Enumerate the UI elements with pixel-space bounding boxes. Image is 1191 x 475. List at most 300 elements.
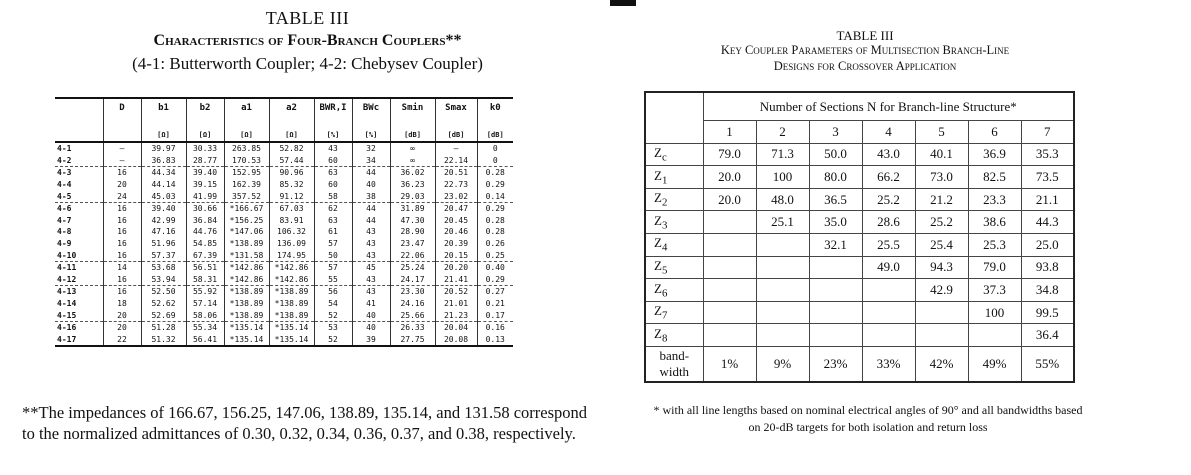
table-cell: 43 <box>352 274 390 286</box>
table-cell <box>809 256 862 279</box>
table-cell: 20.04 <box>435 321 477 333</box>
section-number: 7 <box>1021 121 1074 144</box>
table-cell: *138.89 <box>224 238 269 250</box>
table-cell: *166.67 <box>224 202 269 214</box>
column-unit <box>103 129 141 142</box>
impedance-subscript: 4 <box>661 242 668 255</box>
table-cell: 41 <box>352 298 390 310</box>
table-cell: 136.09 <box>269 238 314 250</box>
table-cell: 0.17 <box>477 309 513 321</box>
column-header: b2 <box>186 98 224 129</box>
table-cell: 0.28 <box>477 226 513 238</box>
impedance-label <box>645 324 703 347</box>
impedance-symbol: Z <box>654 258 662 274</box>
table-cell: 58.31 <box>186 274 224 286</box>
table-cell: 93.8 <box>1021 256 1074 279</box>
table-cell: 56.41 <box>186 334 224 347</box>
table-cell: 67.03 <box>269 202 314 214</box>
table-cell: 48.0 <box>756 188 809 211</box>
bandwidth-cell: 55% <box>1021 346 1074 382</box>
design-id-cell: 4-4 <box>57 180 72 190</box>
column-header: k0 <box>477 98 513 129</box>
table-row <box>55 202 513 214</box>
table-cell: 0.27 <box>477 286 513 298</box>
table-cell <box>809 324 862 347</box>
impedance-symbol: Z <box>654 190 662 206</box>
table-cell: 43 <box>352 238 390 250</box>
impedance-subscript: 3 <box>661 219 668 232</box>
table-cell: 57 <box>314 261 352 273</box>
impedance-symbol: Z <box>654 235 662 251</box>
table-cell: 25.0 <box>1021 233 1074 256</box>
table-cell: *142.86 <box>269 274 314 286</box>
table-cell: 36.83 <box>141 155 186 167</box>
table-cell: 20.46 <box>435 226 477 238</box>
table-cell: *135.14 <box>224 334 269 347</box>
table-cell: 62 <box>314 202 352 214</box>
design-id-cell: 4-16 <box>57 323 77 333</box>
table-cell: *138.89 <box>269 309 314 321</box>
table-cell <box>968 324 1021 347</box>
table-row <box>55 215 513 227</box>
column-header <box>55 98 103 129</box>
impedance-symbol: Z <box>654 212 662 228</box>
table-cell <box>703 279 756 302</box>
table-cell: 29.03 <box>390 190 435 202</box>
table-cell: 0.21 <box>477 298 513 310</box>
table-row <box>55 249 513 261</box>
table-cell: 85.32 <box>269 179 314 191</box>
table-cell: 152.95 <box>224 167 269 179</box>
table-row <box>645 256 1074 279</box>
table-cell: 82.5 <box>968 166 1021 189</box>
table-cell: 41.99 <box>186 190 224 202</box>
right-table-footnote: * with all line lengths based on nominal electrical angles of 90° and all bandwidths based on 20-dB targets for both isolation and return loss <box>653 403 1083 434</box>
table-cell: 44.76 <box>186 226 224 238</box>
impedance-subscript: 7 <box>661 309 668 322</box>
table-cell: 0.16 <box>477 321 513 333</box>
column-unit: [dB] <box>390 129 435 142</box>
table-cell: 26.33 <box>390 321 435 333</box>
table-cell: 58.06 <box>186 309 224 321</box>
column-header: Smax <box>435 98 477 129</box>
design-id-cell: 4-17 <box>55 334 103 347</box>
column-unit: [dB] <box>477 129 513 142</box>
table-cell: 22 <box>103 334 141 347</box>
table-cell: 16 <box>103 167 141 179</box>
table-cell: *135.14 <box>269 334 314 347</box>
table-cell: 83.91 <box>269 215 314 227</box>
table-row <box>645 143 1074 166</box>
table-cell: 55.92 <box>186 286 224 298</box>
table-cell: 52.82 <box>269 142 314 155</box>
impedance-subscript: 6 <box>661 287 668 300</box>
left-table-caption: (4-1: Butterworth Coupler; 4-2: Chebysev Coupler) <box>132 54 483 73</box>
column-unit: [Ω] <box>186 129 224 142</box>
section-number: 4 <box>862 121 915 144</box>
table-cell: *135.14 <box>224 321 269 333</box>
table-cell <box>915 301 968 324</box>
table-row <box>55 179 513 191</box>
right-table-subtitle <box>630 42 1100 74</box>
design-id-cell: 4-7 <box>57 215 72 225</box>
table-cell: 42.99 <box>141 215 186 227</box>
table-cell: 27.75 <box>390 334 435 347</box>
table-cell: 43.0 <box>862 143 915 166</box>
column-unit: [%] <box>314 129 352 142</box>
table-cell: 20.20 <box>435 261 477 273</box>
table-cell <box>862 279 915 302</box>
table-cell: 36.84 <box>186 215 224 227</box>
table-cell: 14 <box>103 261 141 273</box>
impedance-label <box>645 301 703 324</box>
table-cell: 35.3 <box>1021 143 1074 166</box>
table-cell: 55.34 <box>186 321 224 333</box>
bandwidth-cell: 1% <box>703 346 756 382</box>
section-number: 5 <box>915 121 968 144</box>
table-cell: 357.52 <box>224 190 269 202</box>
table-cell: 30.33 <box>186 142 224 155</box>
table-cell: 52 <box>314 334 352 347</box>
table-cell: 23.02 <box>435 190 477 202</box>
design-id-cell: 4-9 <box>57 239 72 249</box>
table-row <box>55 238 513 250</box>
design-id-cell: 4-14 <box>57 299 77 309</box>
table-cell: 40 <box>352 309 390 321</box>
table-cell: 24 <box>103 190 141 202</box>
table-row <box>55 309 513 321</box>
table-cell: 23.47 <box>390 238 435 250</box>
table-cell: 0.29 <box>477 179 513 191</box>
table-cell: 79.0 <box>703 143 756 166</box>
table-cell: 53.68 <box>141 261 186 273</box>
column-header: a1 <box>224 98 269 129</box>
table-cell: *138.89 <box>269 298 314 310</box>
table-cell: 0.26 <box>477 238 513 250</box>
table-cell: 22.14 <box>435 155 477 167</box>
design-id-cell: 4-6 <box>57 204 72 214</box>
table-cell: 44.3 <box>1021 211 1074 234</box>
table-cell: 53 <box>314 321 352 333</box>
table-cell: 52.50 <box>141 286 186 298</box>
bandwidth-cell: 49% <box>968 346 1021 382</box>
multisection-branch-line-table-panel <box>630 0 1191 475</box>
table-row <box>55 274 513 286</box>
table-cell: 44 <box>352 215 390 227</box>
table-cell: 100 <box>756 166 809 189</box>
table-cell <box>809 301 862 324</box>
impedance-symbol: Z <box>654 325 662 341</box>
table-cell: *142.86 <box>224 274 269 286</box>
table-cell: 52 <box>314 309 352 321</box>
left-table-header-row <box>55 98 513 129</box>
table-cell: 50 <box>314 249 352 261</box>
design-id-cell: 4-2 <box>55 155 103 167</box>
table-cell: — <box>103 142 141 155</box>
section-number: 1 <box>703 121 756 144</box>
table-cell: 40 <box>352 179 390 191</box>
bandwidth-row <box>645 346 1074 382</box>
impedance-label <box>645 279 703 302</box>
table-cell <box>756 256 809 279</box>
table-cell: *138.89 <box>269 286 314 298</box>
column-header: b1 <box>141 98 186 129</box>
design-id-cell: 4-12 <box>55 274 103 286</box>
table-cell: 54.85 <box>186 238 224 250</box>
table-cell: 20 <box>103 309 141 321</box>
impedance-subscript: 5 <box>661 264 668 277</box>
table-cell: 20 <box>103 179 141 191</box>
table-cell: 16 <box>103 226 141 238</box>
table-cell: 71.3 <box>756 143 809 166</box>
column-unit: [dB] <box>435 129 477 142</box>
table-cell <box>703 301 756 324</box>
table-cell: 20.0 <box>703 166 756 189</box>
table-cell: 80.0 <box>809 166 862 189</box>
table-row <box>645 324 1074 347</box>
column-unit: [%] <box>352 129 390 142</box>
table-row <box>645 166 1074 189</box>
bandwidth-cell: 23% <box>809 346 862 382</box>
table-cell: 25.3 <box>968 233 1021 256</box>
table-cell: 20.39 <box>435 238 477 250</box>
table-cell: 47.16 <box>141 226 186 238</box>
table-row <box>55 155 513 167</box>
impedance-label <box>645 211 703 234</box>
table-cell: 20.52 <box>435 286 477 298</box>
table-cell: 0.14 <box>477 190 513 202</box>
table-cell: 20.08 <box>435 334 477 347</box>
table-cell: 170.53 <box>224 155 269 167</box>
table-cell: 16 <box>103 274 141 286</box>
table-cell: 37.3 <box>968 279 1021 302</box>
section-number: 3 <box>809 121 862 144</box>
table-cell: 20.51 <box>435 167 477 179</box>
table-cell: 16 <box>103 249 141 261</box>
table-cell: 51.32 <box>141 334 186 347</box>
impedance-label <box>645 256 703 279</box>
table-cell: 43 <box>314 142 352 155</box>
table-cell: 52.69 <box>141 309 186 321</box>
table-cell: 60 <box>314 155 352 167</box>
table-cell: 43 <box>352 249 390 261</box>
table-cell: 57.37 <box>141 249 186 261</box>
impedance-symbol: Z <box>654 280 662 296</box>
table-cell: 25.24 <box>390 261 435 273</box>
impedance-symbol: Z <box>654 167 662 183</box>
table-cell <box>756 301 809 324</box>
column-unit <box>55 129 103 142</box>
bandwidth-label-line1: band- <box>659 347 690 363</box>
table-cell <box>703 324 756 347</box>
table-cell: 51.96 <box>141 238 186 250</box>
left-table-subtitle: Characteristics of Four-Branch Couplers** <box>153 32 462 49</box>
table-row <box>55 298 513 310</box>
table-cell: 44 <box>352 202 390 214</box>
table-cell: 0.29 <box>477 274 513 286</box>
table-cell: 25.2 <box>915 211 968 234</box>
table-cell: 52.62 <box>141 298 186 310</box>
table-cell: 28.6 <box>862 211 915 234</box>
table-cell: 73.5 <box>1021 166 1074 189</box>
table-cell: 0.40 <box>477 261 513 273</box>
table-cell: 54 <box>314 298 352 310</box>
table-cell: 16 <box>103 238 141 250</box>
table-cell: 106.32 <box>269 226 314 238</box>
table-row <box>55 226 513 238</box>
column-unit: [Ω] <box>141 129 186 142</box>
table-cell: 36.02 <box>390 167 435 179</box>
table-cell: 36.5 <box>809 188 862 211</box>
column-header: BWc <box>352 98 390 129</box>
table-cell: 0 <box>477 142 513 155</box>
table-row <box>55 286 513 298</box>
bandwidth-label-line2: width <box>659 363 690 379</box>
table-cell: 61 <box>314 226 352 238</box>
table-cell: — <box>103 155 141 167</box>
table-cell: 24.17 <box>390 274 435 286</box>
table-cell <box>756 279 809 302</box>
table-cell: 43 <box>352 226 390 238</box>
table-cell: 60 <box>314 179 352 191</box>
table-cell: 21.1 <box>1021 188 1074 211</box>
table-cell: 90.96 <box>269 167 314 179</box>
table-cell: 20.47 <box>435 202 477 214</box>
table-row <box>645 233 1074 256</box>
table-cell: 0.29 <box>477 202 513 214</box>
table-cell: *138.89 <box>224 298 269 310</box>
table-cell: 50.0 <box>809 143 862 166</box>
table-cell: 55 <box>314 274 352 286</box>
impedance-subscript: 1 <box>661 174 668 187</box>
table-cell: 66.2 <box>862 166 915 189</box>
table-cell: 22.06 <box>390 249 435 261</box>
table-row <box>645 188 1074 211</box>
impedance-label <box>645 166 703 189</box>
impedance-label <box>645 188 703 211</box>
design-id-cell: 4-8 <box>57 227 72 237</box>
table-row <box>55 334 513 347</box>
bandwidth-label <box>645 346 703 382</box>
table-cell: 73.0 <box>915 166 968 189</box>
table-cell: 20 <box>103 321 141 333</box>
table-cell: 51.28 <box>141 321 186 333</box>
design-id-cell: 4-11 <box>57 263 77 273</box>
row-label-header <box>645 92 703 143</box>
table-cell <box>703 211 756 234</box>
column-unit: [Ω] <box>224 129 269 142</box>
bandwidth-cell: 9% <box>756 346 809 382</box>
table-cell <box>756 324 809 347</box>
left-table-body <box>55 142 513 346</box>
table-cell: 36.4 <box>1021 324 1074 347</box>
table-cell: 58 <box>314 190 352 202</box>
design-id-cell: 4-1 <box>57 144 72 154</box>
table-cell: *131.58 <box>224 249 269 261</box>
design-id-cell: 4-10 <box>55 249 103 261</box>
table-cell: 31.89 <box>390 202 435 214</box>
table-cell: 56 <box>314 286 352 298</box>
table-cell: 25.2 <box>862 188 915 211</box>
table-row <box>55 190 513 202</box>
table-cell <box>809 279 862 302</box>
table-cell: 43 <box>352 286 390 298</box>
sections-group-header: Number of Sections N for Branch-line Structure* <box>703 92 1074 121</box>
table-cell: 32.1 <box>809 233 862 256</box>
table-cell: 44.34 <box>141 167 186 179</box>
table-cell: 63 <box>314 167 352 179</box>
table-cell: *142.86 <box>269 261 314 273</box>
table-cell: 20.45 <box>435 215 477 227</box>
table-cell: 100 <box>968 301 1021 324</box>
table-cell: 79.0 <box>968 256 1021 279</box>
table-cell <box>703 256 756 279</box>
table-cell: *142.86 <box>224 261 269 273</box>
impedance-subscript: c <box>661 151 667 164</box>
table-cell: 25.66 <box>390 309 435 321</box>
table-row <box>645 301 1074 324</box>
table-cell: *138.89 <box>224 286 269 298</box>
table-cell: 0.28 <box>477 215 513 227</box>
table-cell: 21.23 <box>435 309 477 321</box>
table-cell: 63 <box>314 215 352 227</box>
table-cell: — <box>435 142 477 155</box>
table-cell: *138.89 <box>224 309 269 321</box>
table-cell <box>756 233 809 256</box>
table-cell: ∞ <box>390 142 435 155</box>
table-cell: 67.39 <box>186 249 224 261</box>
design-id-cell: 4-15 <box>55 309 103 321</box>
table-cell: 49.0 <box>862 256 915 279</box>
table-cell: 39.40 <box>141 202 186 214</box>
table-cell: 91.12 <box>269 190 314 202</box>
table-cell: 174.95 <box>269 249 314 261</box>
impedance-subscript: 8 <box>661 332 668 345</box>
design-id-cell: 4-3 <box>57 168 72 178</box>
impedance-label <box>645 143 703 166</box>
table-cell: 263.85 <box>224 142 269 155</box>
table-cell: 39.15 <box>186 179 224 191</box>
table-cell: 0.25 <box>477 249 513 261</box>
table-cell: 0.28 <box>477 167 513 179</box>
table-cell: 40 <box>352 321 390 333</box>
table-cell: 22.73 <box>435 179 477 191</box>
table-cell: 162.39 <box>224 179 269 191</box>
impedance-symbol: Z <box>654 303 662 319</box>
multisection-parameters-table <box>644 91 1075 383</box>
table-cell: 21.01 <box>435 298 477 310</box>
table-cell: 23.3 <box>968 188 1021 211</box>
table-cell: 35.0 <box>809 211 862 234</box>
left-table-units-row <box>55 129 513 142</box>
table-cell: 53.94 <box>141 274 186 286</box>
table-cell: 25.5 <box>862 233 915 256</box>
table-cell: 94.3 <box>915 256 968 279</box>
table-cell: 99.5 <box>1021 301 1074 324</box>
table-cell: 42.9 <box>915 279 968 302</box>
bandwidth-cell: 42% <box>915 346 968 382</box>
impedance-label <box>645 233 703 256</box>
design-id-cell: 4-13 <box>57 287 77 297</box>
table-cell: 21.41 <box>435 274 477 286</box>
table-cell: 21.2 <box>915 188 968 211</box>
table-row <box>55 321 513 333</box>
table-cell: 56.51 <box>186 261 224 273</box>
table-cell: 36.9 <box>968 143 1021 166</box>
table-cell: 44 <box>352 167 390 179</box>
table-cell: 40.1 <box>915 143 968 166</box>
table-cell: 18 <box>103 298 141 310</box>
